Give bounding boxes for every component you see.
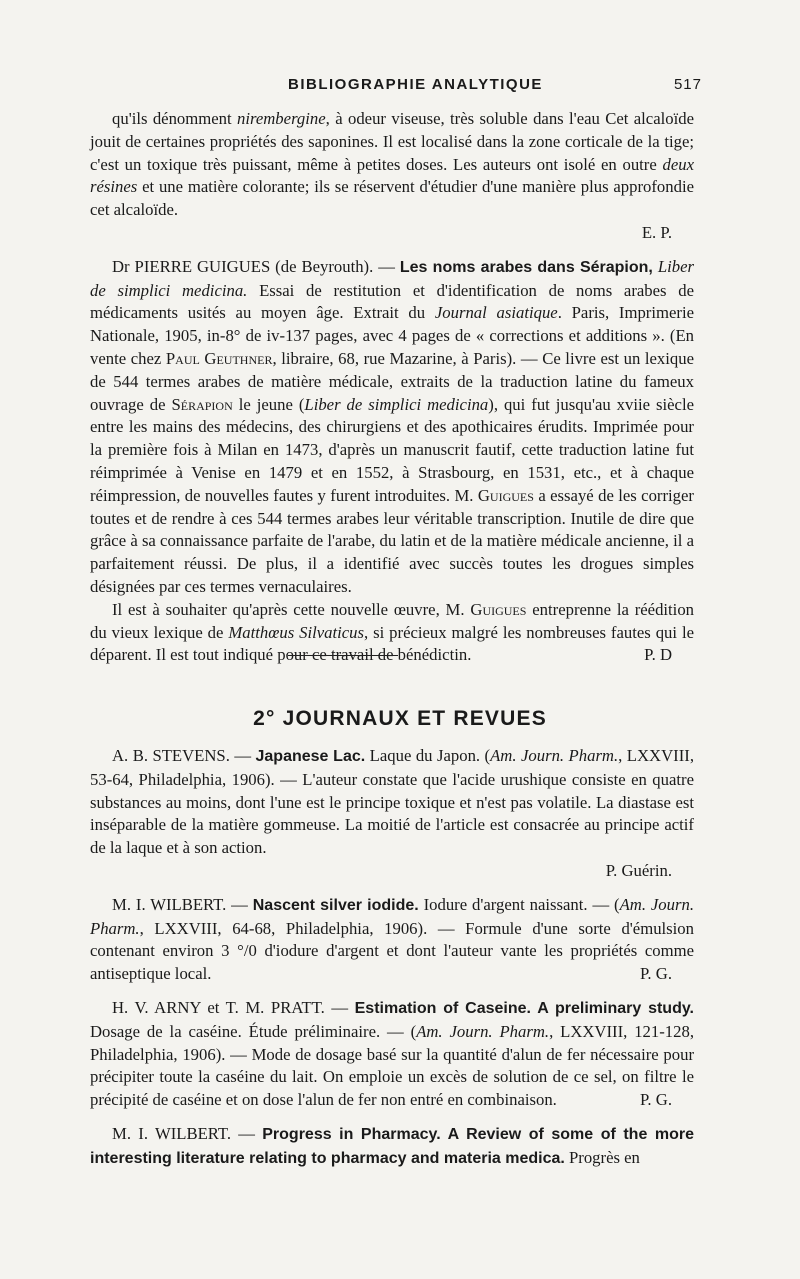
text-run: , à odeur viseuse, très soluble dans l'eau Cet alcaloïde jouit de certaines propriétés des saponines. Il est localisé dans la zone corticale de la tige; c'est un toxique très puissant, même à petites doses. Les auteurs ont isolé en outre bbox=[90, 109, 694, 174]
text-run: qu'ils dénomment bbox=[112, 109, 237, 128]
text-run: Dosage de la caséine. Étude préliminaire. — ( bbox=[90, 1021, 417, 1041]
text-run: entreprenne la réédition du vieux lexique de bbox=[90, 599, 695, 642]
text-run: , si précieux malgré les nombreuses fautes qui le déparent. Il est tout indiqué pour ce travail de bénédictin. bbox=[90, 622, 694, 665]
review-wilbert-progress bbox=[90, 1123, 694, 1171]
review-title: Nascent silver iodide. bbox=[252, 896, 419, 914]
review-guigues bbox=[90, 256, 694, 599]
journal-name: Am. Journ. Pharm. bbox=[490, 746, 619, 765]
review-author: M. I. WILBERT. — bbox=[112, 894, 253, 914]
signature: P. D bbox=[644, 645, 672, 665]
journal-name: Am. Journ. Pharm. bbox=[90, 894, 694, 938]
running-title: BIBLIOGRAPHIE ANALYTIQUE bbox=[288, 76, 543, 93]
review-title: Les noms arabes dans Sérapion, bbox=[399, 258, 653, 276]
author-name: Guigues bbox=[477, 485, 534, 505]
review-author: H. V. ARNY et T. M. PRATT. — bbox=[112, 997, 355, 1017]
text-run: , LXXVIII, 64-68, Philadelphia, 1906). — Formule d'une sorte d'émulsion contenant environ 3 °/0 d'iodure d'argent et dont l'auteur vante les propriétés comme antiseptique local. bbox=[90, 918, 694, 984]
text-run: Iodure d'argent naissant. — ( bbox=[418, 894, 620, 914]
text-run: Essai de restitution et d'identification de noms arabes de médicaments usités au moyen âge. Extrait du bbox=[90, 280, 695, 323]
section-title: 2° JOURNAUX ET REVUES bbox=[253, 707, 547, 730]
review-author: A. B. STEVENS. — bbox=[112, 746, 256, 765]
continuation-paragraph bbox=[90, 108, 694, 222]
text-run: et une matière colorante; ils se réservent d'étudier d'une manière plus approfondie cet alcaloïde. bbox=[90, 177, 694, 220]
text-run: , libraire, 68, rue Mazarine, à Paris). — Ce livre est un lexique de 544 termes arabes de matière médicale, extraits de la traduction latine du fameux ouvrage de bbox=[90, 348, 694, 414]
text-block-top bbox=[90, 108, 694, 667]
text-run: Il est à souhaiter qu'après cette nouvelle œuvre, M. bbox=[112, 599, 471, 619]
signature: P. G. bbox=[640, 1090, 672, 1110]
review-subtitle: Liber de simplici medicina. bbox=[90, 256, 694, 300]
page-header bbox=[0, 76, 800, 98]
text-run: , LXXVIII, 53-64, Philadelphia, 1906). — L'auteur constate que l'acide urushique consiste en quatre substances au moins, dont l'une est le principe toxique et n'est pas volatile. La diastase est inséparable de la matière gommeuse. La moitié de l'article est consacrée au principe actif de la laque et à son action. bbox=[90, 746, 694, 858]
text-run-italic: deux résines bbox=[90, 154, 694, 197]
text-run: Progrès en bbox=[564, 1147, 640, 1167]
journal-name: Journal asiatique bbox=[434, 303, 558, 323]
publisher-name: Paul Geuthner bbox=[165, 348, 273, 368]
review-author: M. I. WILBERT. — bbox=[112, 1123, 263, 1143]
signature: P. G. bbox=[640, 964, 672, 984]
author-name: Guigues bbox=[470, 599, 527, 619]
text-run-italic: nirembergine bbox=[237, 109, 326, 128]
text-block-journals bbox=[90, 745, 694, 1171]
book-title: Matthœus Silvaticus bbox=[228, 622, 365, 642]
review-stevens bbox=[90, 745, 694, 860]
review-title: Estimation of Caseine. A preliminary study. bbox=[354, 999, 694, 1017]
review-title: Japanese Lac. bbox=[255, 748, 366, 765]
text-run: le jeune ( bbox=[232, 394, 305, 414]
book-title: Liber de simplici medicina bbox=[304, 394, 489, 414]
signature: P. Guérin. bbox=[605, 860, 672, 880]
journal-name: Am. Journ. Pharm. bbox=[416, 1021, 550, 1041]
author-name: Sérapion bbox=[171, 394, 233, 414]
text-run: Laque du Japon. ( bbox=[365, 746, 491, 765]
page-number: 517 bbox=[673, 76, 702, 93]
review-title: Progress in Pharmacy. A Review of some of the more interesting literature relating to pharmacy and materia medica. bbox=[90, 1125, 695, 1167]
text-run: , LXXVIII, 121-128, Philadelphia, 1906). — Mode de dosage basé sur la quantité d'alun de fer nécessaire pour précipiter toute la caséine du lait. On emploie un excès de solution de ce sel, on filtre le précipité de caséine et on dose l'alun de fer non entré en combinaison. bbox=[90, 1021, 694, 1110]
text-run: . Paris, Imprimerie Nationale, 1905, in-8° de iv-137 pages, avec 4 pages de « corrections et additions ». (En vente chez bbox=[90, 303, 694, 368]
review-author: Dr PIERRE GUIGUES (de Beyrouth). — bbox=[112, 256, 400, 276]
section-divider bbox=[288, 655, 398, 656]
text-run: ), qui fut jusqu'au xviie siècle entre les mains des médecins, des chirurgiens et des apothicaires érudits. Imprimée pour la première fois à Milan en 1473, d'après un manuscrit fautif, cette traduction latine fut réimprimée à Venise en 1479 et en 1552, à Strasbourg, en 1531, etc., et à chaque réimpression, de nouvelles fautes y furent introduites. M. bbox=[90, 394, 694, 505]
text-run: a essayé de les corriger toutes et de rendre à ces 544 termes arabes leur véritable transcription. Inutile de dire que grâce à sa connaissance parfaite de l'arabe, du latin et de la matière médicale ancienne, il a parfaitement réussi. De plus, il a identifié avec succès toutes les drogues simples désignées par ces termes vernaculaires. bbox=[90, 485, 694, 596]
signature: E. P. bbox=[641, 222, 672, 242]
